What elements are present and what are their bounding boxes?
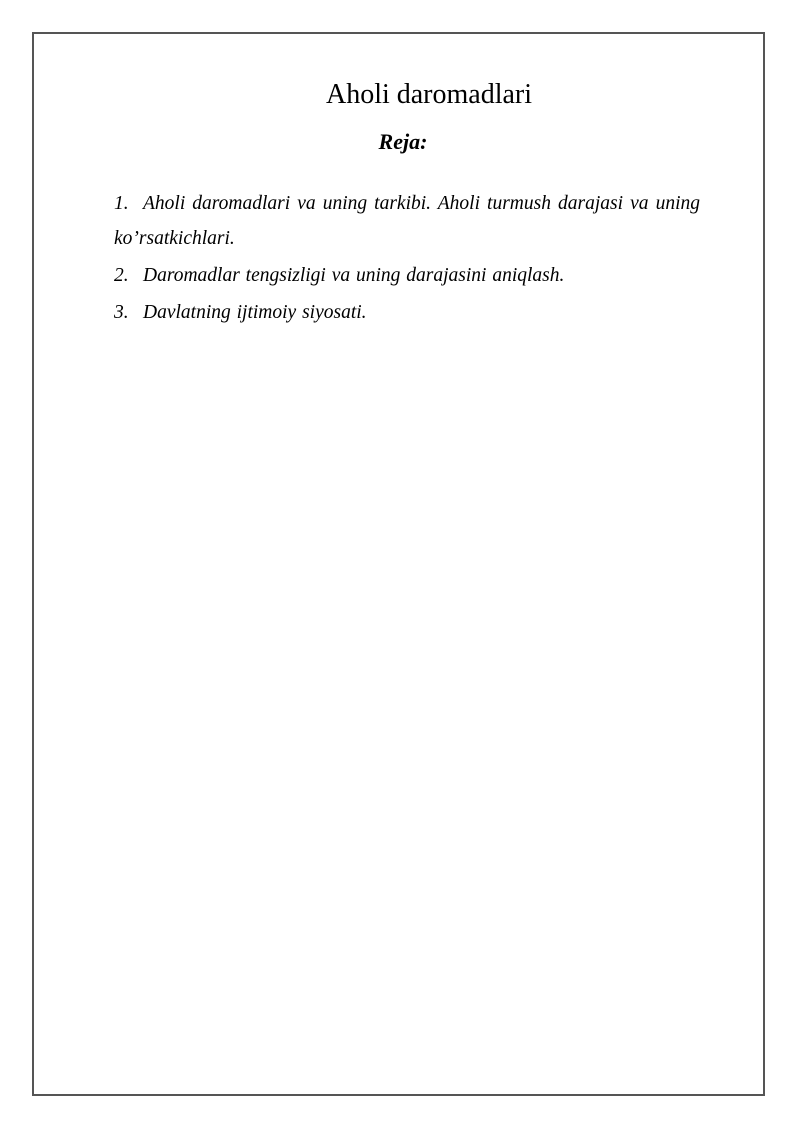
plan-item-number: 1. [114,193,129,214]
plan-item-text: Aholi daromadlari va uning tarkibi. Aholi turmush darajasi va uning ko’rsatkichlari. [114,193,700,249]
plan-item-3 [114,295,700,330]
document-title: Aholi daromadlari [325,79,533,110]
plan-item-text: Daromadlar tengsizligi va uning darajasini aniqlash. [143,265,565,286]
plan-item-number: 2. [114,265,129,286]
plan-heading: Reja: [378,129,428,154]
plan-item-number: 3. [114,302,129,323]
plan-item-text: Davlatning ijtimoiy siyosati. [143,302,367,323]
plan-item-2 [114,258,700,293]
plan-list [114,186,700,330]
plan-item-1 [114,186,700,256]
